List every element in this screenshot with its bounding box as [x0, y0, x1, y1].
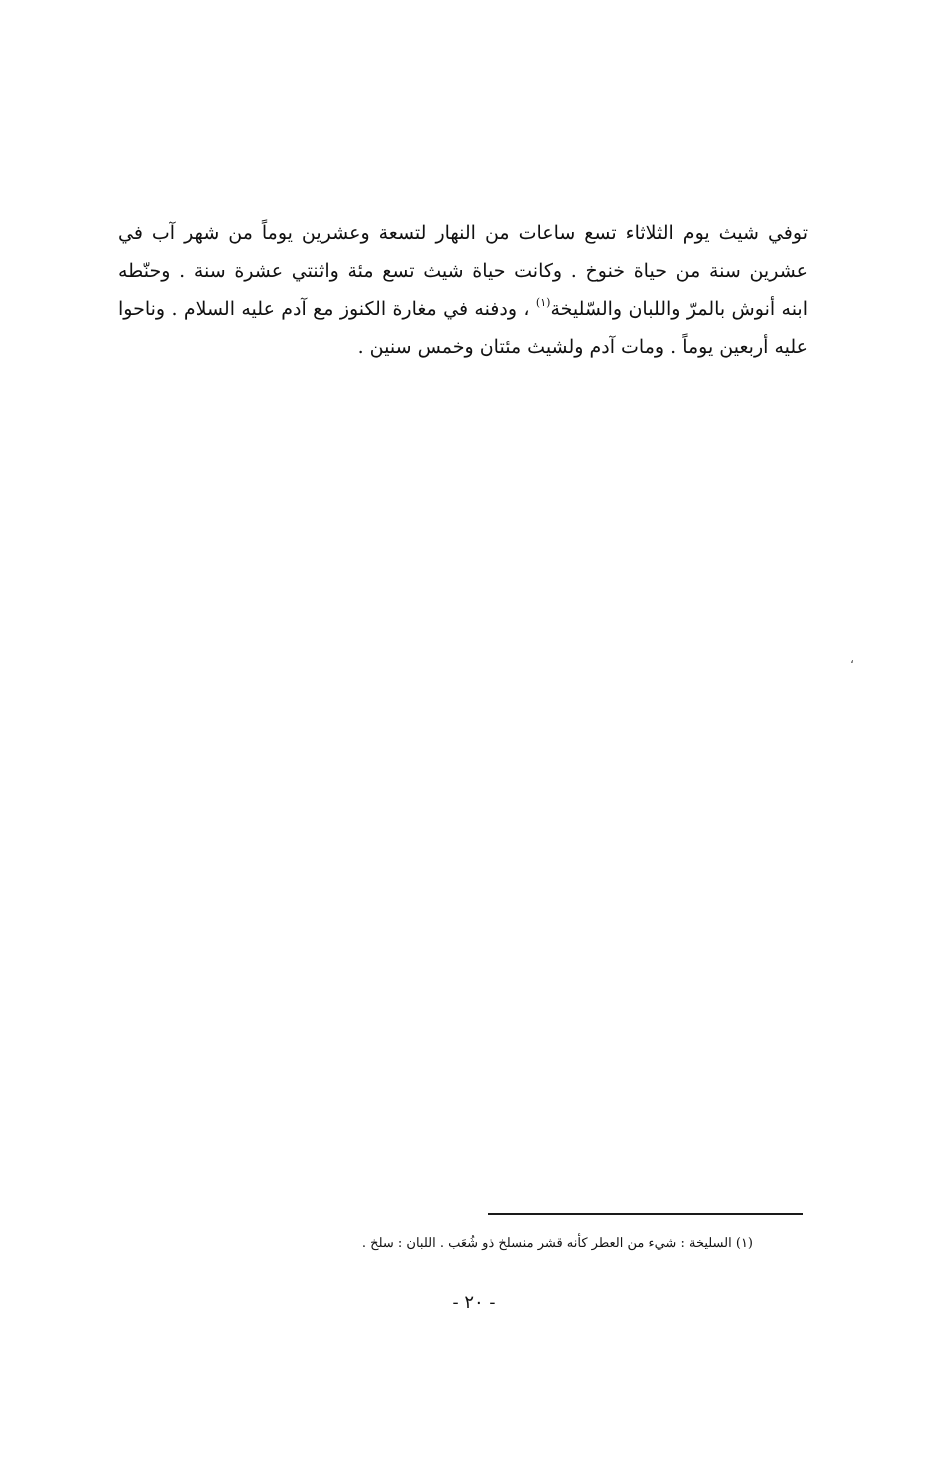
- footnote-reference[interactable]: (١): [535, 296, 551, 309]
- main-paragraph: [118, 214, 808, 366]
- footnote: (١) السليخة : شيء من العطر كأنه قشر منسلخ ذو شُعَب . اللبان : سلخ .: [361, 1236, 753, 1251]
- stray-mark: ،: [850, 652, 854, 666]
- body-line-2: عشرين سنة من حياة خنوخ . وكانت حياة شيث تسع مئة واثنتي عشرة سنة . وحنّطه: [118, 260, 808, 282]
- body-line-1: توفي شيث يوم الثلاثاء تسع ساعات من النهار لتسعة وعشرين يوماً من شهر آب في: [118, 222, 808, 244]
- body-line-3-end: ، ودفنه في مغارة الكنوز مع آدم عليه السلام . وناحوا: [118, 298, 530, 320]
- body-line-3: [118, 290, 808, 328]
- body-line-4: عليه أربعين يوماً . ومات آدم ولشيث مئتان وخمس سنين .: [357, 336, 808, 358]
- footnote-separator: [488, 1213, 803, 1215]
- page-number: - ٢٠ -: [452, 1292, 496, 1313]
- body-line-3-start: ابنه أنوش بالمرّ واللبان والسّليخة: [550, 298, 808, 320]
